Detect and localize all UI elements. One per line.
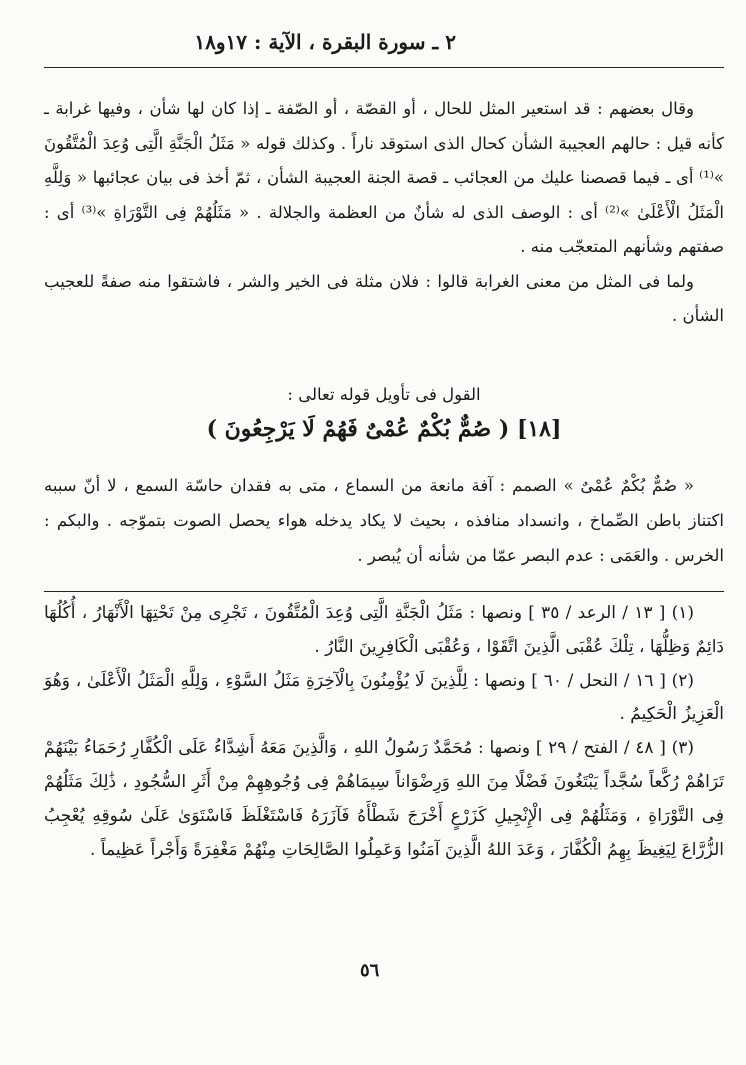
commentary-paragraph: « صُمٌّ بُكْمٌ عُمْىٌ » الصمم : آفة مانعة من السماع ، متى به فقدان حاسّة السمع ، لا أنّ سببه اكتناز باطن الصِّماخ ، وانسداد منافذه ، بحيث لا يكاد يدخله هواء يحصل الصوت بتموّجه . والبكم : الخرس . والعَمَى : عدم البصر عمّا من شأنه أن يُبصر . xyxy=(44,476,724,565)
footnote-3: (٣) [ ٤٨ / الفتح / ٢٩ ] ونصها : مُحَمَّدٌ رَسُولُ اللهِ ، وَالَّذِينَ مَعَهُ أَشِدَّاءُ عَلَى الْكُفَّارِ رُحَمَاءُ بَيْنَهُمْ تَرَاهُمْ رُكَّعاً سُجَّداً يَبْتَغُونَ فَضْلًا مِنَ اللهِ وَرِضْوَاناً سِيمَاهُمْ فِى وُجُوهِهِمْ مِنْ أَثَرِ السُّجُودِ ، ذَٰلِكَ مَثَلُهُمْ فِى التَّوْرَاةِ ، وَمَثَلُهُمْ فِى الْإِنْجِيلِ كَزَرْعٍ أَخْرَجَ شَطْأَهُ فَآزَرَهُ فَاسْتَغْلَظَ فَاسْتَوَىٰ عَلَىٰ سُوقِهِ يُعْجِبُ الزُّرَّاعَ لِيَغِيظَ بِهِمُ الْكُفَّارَ ، وَعَدَ اللهُ الَّذِينَ آمَنُوا وَعَمِلُوا الصَّالِحَاتِ مِنْهُمْ مَغْفِرَةً وَأَجْراً عَظِيماً . xyxy=(44,738,724,860)
quran-verse xyxy=(44,410,724,448)
section-heading xyxy=(44,380,724,448)
body-paragraph: وقال بعضهم : قد استعير المثل للحال ، أو القصّة ، أو الصّفة ـ إذا كان لها شأن ، وفيها غرابة ـ كأنه قيل : حالهم العجيبة الشأن كحال الذى استوقد ناراً . وكذلك قوله « مَثَلُ الْجَنَّةِ الَّتِى وُعِدَ الْمُتَّقُونَ »⁽¹⁾ أى ـ فيما قصصنا عليك من العجائب ـ قصة الجنة العجيبة الشأن ، ثمّ أخذ فى بيان عجائبها « وَلِلَّهِ الْمَثَلُ الْأَعْلَىٰ »⁽²⁾ أى : الوصف الذى له شأنٌ من العظمة والجلالة . « مَثَلُهُمْ فِى التَّوْرَاةِ »⁽³⁾ أى : صفتهم وشأنهم المتعجّب منه . xyxy=(44,99,724,256)
body-text xyxy=(44,92,724,334)
body-paragraph: ولما فى المثل من معنى الغرابة قالوا : فلان مثلة فى الخير والشر ، فاشتقوا منه صفةً للعجيب الشأن . xyxy=(44,271,724,325)
page-number: ٥٦ xyxy=(360,960,380,981)
verse-number: [١٨] xyxy=(516,416,562,442)
running-title: ٢ ـ سورة البقرة ، الآية : ١٧و١٨ xyxy=(194,30,456,54)
footnote-1: (١) [ ١٣ / الرعد / ٣٥ ] ونصها : مَثَلُ الْجَنَّةِ الَّتِى وُعِدَ الْمُتَّقُونَ ، تَجْرِى مِنْ تَحْتِهَا الْأَنْهَارُ ، أُكُلُهَا دَائِمٌ وَظِلُّهَا ، تِلْكَ عُقْبَى الَّذِينَ اتَّقَوْا ، وَعُقْبَى الْكَافِرِينَ النَّارُ . xyxy=(44,603,724,657)
footnote-2: (٢) [ ١٦ / النحل / ٦٠ ] ونصها : لِلَّذِينَ لَا يُؤْمِنُونَ بِالْآخِرَةِ مَثَلُ السَّوْءِ ، وَلِلَّهِ الْمَثَلُ الْأَعْلَىٰ ، وَهُوَ الْعَزِيزُ الْحَكِيمُ . xyxy=(44,670,724,725)
verse-text: ( صُمٌّ بُكْمٌ عُمْىٌ فَهُمْ لَا يَرْجِعُونَ ) xyxy=(206,416,510,442)
footnotes xyxy=(44,597,724,867)
section-title: القول فى تأويل قوله تعالى : xyxy=(287,385,481,404)
commentary-text xyxy=(44,468,724,573)
header-rule xyxy=(44,67,724,68)
footnote-rule xyxy=(44,591,724,592)
